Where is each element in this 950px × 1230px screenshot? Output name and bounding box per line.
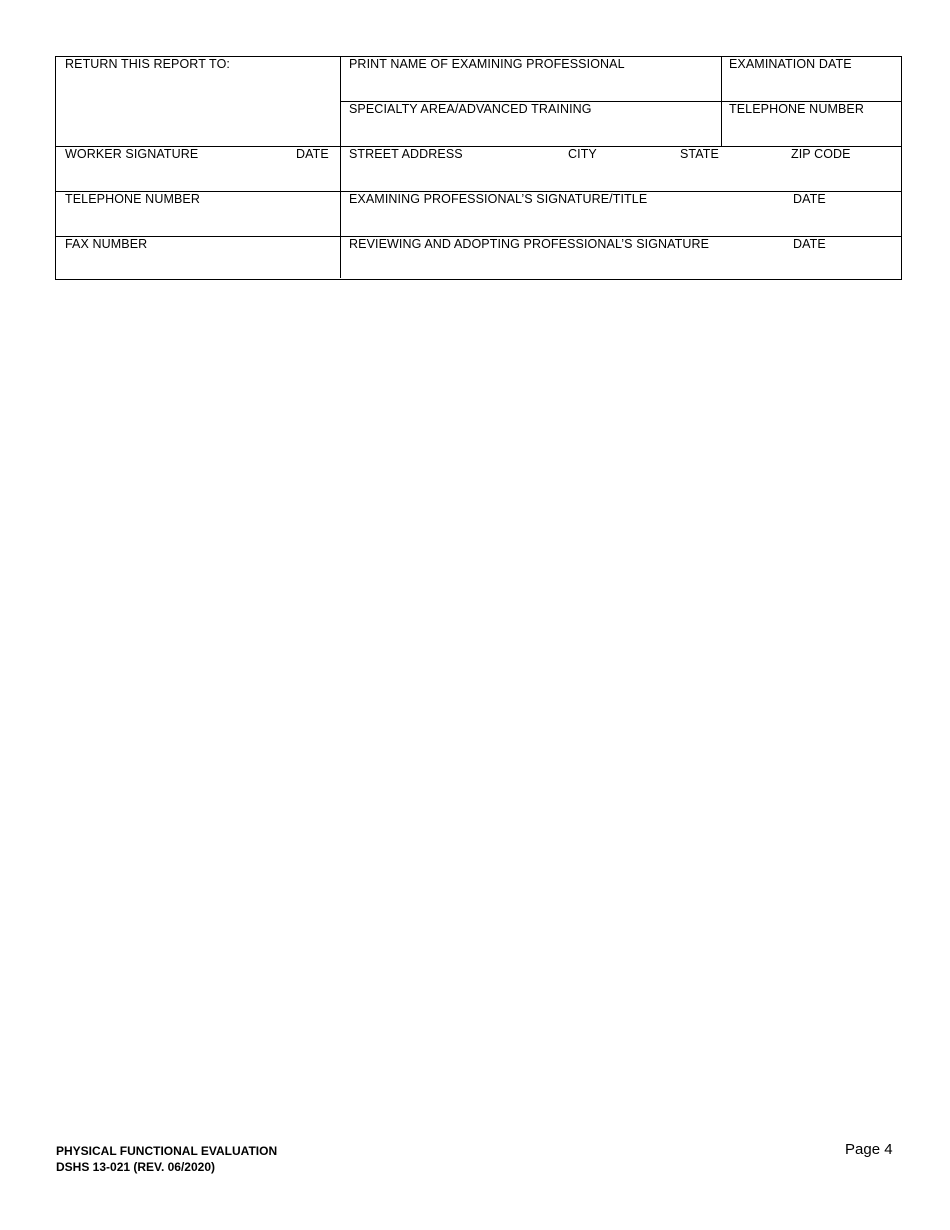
professional-telephone-label: TELEPHONE NUMBER [729, 102, 864, 116]
print-name-label: PRINT NAME OF EXAMINING PROFESSIONAL [349, 57, 625, 71]
worker-date-label: DATE [296, 147, 329, 161]
specialty-label: SPECIALTY AREA/ADVANCED TRAINING [349, 102, 592, 116]
fax-number-label: FAX NUMBER [65, 237, 148, 251]
reviewing-date-label: DATE [793, 237, 826, 251]
zip-code-label: ZIP CODE [791, 147, 851, 161]
fax-number-cell[interactable] [56, 236, 340, 278]
form-title: PHYSICAL FUNCTIONAL EVALUATION [56, 1144, 278, 1158]
return-to-cell[interactable] [56, 57, 340, 146]
professional-telephone-cell[interactable] [722, 102, 901, 146]
street-address-label: STREET ADDRESS [349, 147, 463, 161]
print-name-cell[interactable] [341, 57, 721, 101]
reviewing-signature-label: REVIEWING AND ADOPTING PROFESSIONAL’S SIGNATURE [349, 237, 710, 251]
examining-signature-label: EXAMINING PROFESSIONAL’S SIGNATURE/TITLE [349, 192, 648, 206]
worker-signature-cell[interactable] [56, 146, 340, 191]
reviewing-signature-cell[interactable] [341, 237, 901, 278]
signature-contact-form [55, 56, 902, 280]
worker-signature-label: WORKER SIGNATURE [65, 147, 199, 161]
exam-date-cell[interactable] [722, 57, 901, 101]
exam-date-label: EXAMINATION DATE [729, 57, 852, 71]
examining-signature-cell[interactable] [341, 192, 901, 236]
worker-telephone-label: TELEPHONE NUMBER [65, 192, 200, 206]
specialty-cell[interactable] [341, 102, 721, 146]
examining-date-label: DATE [793, 192, 826, 206]
address-cell[interactable] [341, 147, 901, 191]
worker-telephone-cell[interactable] [56, 191, 340, 236]
return-to-label: RETURN THIS REPORT TO: [65, 57, 230, 71]
city-label: CITY [568, 147, 597, 161]
form-code: DSHS 13-021 (REV. 06/2020) [56, 1160, 215, 1174]
state-label: STATE [680, 147, 719, 161]
page-number: Page 4 [845, 1141, 893, 1158]
